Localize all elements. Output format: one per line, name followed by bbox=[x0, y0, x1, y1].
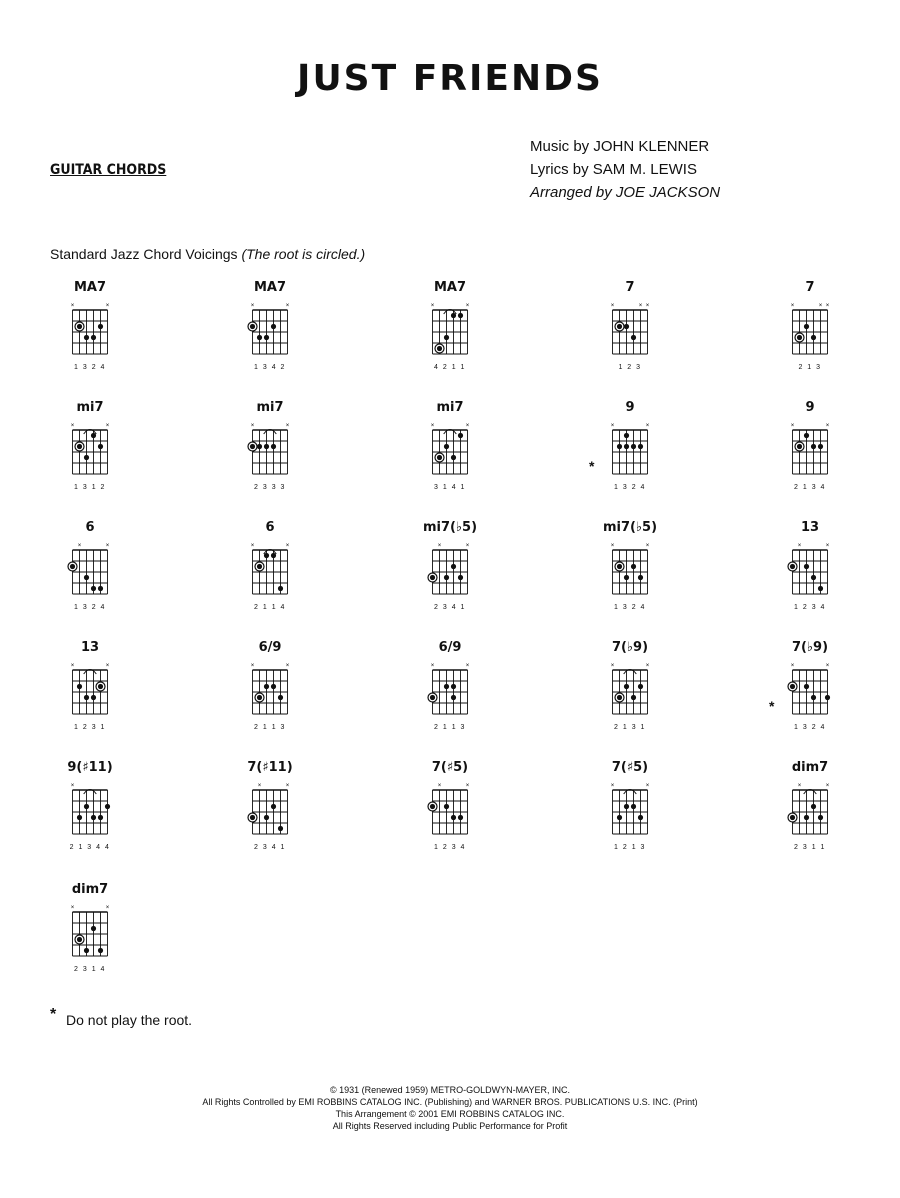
mute-mark: × bbox=[437, 543, 442, 549]
fretboard-grid bbox=[55, 418, 125, 484]
fretboard-grid bbox=[775, 298, 845, 364]
mute-mark: × bbox=[797, 543, 802, 549]
finger-dot bbox=[818, 444, 823, 449]
chord-fingering: 1 2 3 1 bbox=[74, 724, 106, 731]
chord-diagram bbox=[235, 280, 305, 384]
finger-dot bbox=[797, 335, 802, 340]
finger-dot bbox=[624, 804, 629, 809]
chord-name: 13 bbox=[800, 520, 820, 535]
finger-dot bbox=[624, 433, 629, 438]
finger-dot bbox=[811, 695, 816, 700]
finger-dot bbox=[617, 695, 622, 700]
finger-dot bbox=[84, 335, 89, 340]
finger-dot bbox=[77, 444, 82, 449]
chord-diagram bbox=[595, 520, 665, 624]
finger-dot bbox=[451, 455, 456, 460]
finger-dot bbox=[638, 444, 643, 449]
finger-dot bbox=[264, 815, 269, 820]
mute-mark: × bbox=[285, 303, 290, 309]
no-root-star: * bbox=[589, 458, 595, 474]
fretboard-grid bbox=[235, 298, 305, 364]
finger-dot bbox=[98, 815, 103, 820]
finger-dot bbox=[638, 575, 643, 580]
credits bbox=[530, 135, 720, 204]
mute-mark: × bbox=[430, 423, 435, 429]
mute-mark: × bbox=[285, 543, 290, 549]
finger-dot bbox=[91, 926, 96, 931]
chord-name: MA7 bbox=[433, 280, 467, 295]
chord-fingering: 1 2 3 4 bbox=[794, 604, 826, 611]
finger-dot bbox=[91, 335, 96, 340]
finger-dot bbox=[444, 335, 449, 340]
copyright-line: All Rights Controlled by EMI ROBBINS CATALOG INC. (Publishing) and WARNER BROS. PUBLICATIONS U.S. INC. (Print) bbox=[202, 1097, 698, 1107]
mute-mark: × bbox=[610, 783, 615, 789]
mute-mark: × bbox=[790, 303, 795, 309]
finger-dot bbox=[818, 586, 823, 591]
finger-dot bbox=[257, 564, 262, 569]
finger-dot bbox=[77, 937, 82, 942]
finger-dot bbox=[84, 948, 89, 953]
finger-dot bbox=[98, 586, 103, 591]
finger-dot bbox=[804, 684, 809, 689]
mute-mark: × bbox=[610, 423, 615, 429]
chord-diagram bbox=[235, 400, 305, 504]
chord-diagram bbox=[415, 760, 485, 864]
fretboard-grid bbox=[55, 900, 125, 966]
chord-fingering: 2 1 3 4 bbox=[794, 484, 826, 491]
chord-name: 7(♯5) bbox=[611, 760, 649, 775]
finger-dot bbox=[430, 804, 435, 809]
chord-name: mi7 bbox=[76, 400, 104, 415]
chord-name: 6 bbox=[265, 520, 275, 535]
chord-name: dim7 bbox=[71, 882, 109, 897]
chord-name: mi7 bbox=[436, 400, 464, 415]
chord-diagram bbox=[55, 760, 125, 864]
chord-fingering: 1 3 4 2 bbox=[254, 364, 286, 371]
finger-dot bbox=[84, 695, 89, 700]
finger-dot bbox=[451, 815, 456, 820]
mute-mark: × bbox=[610, 543, 615, 549]
finger-dot bbox=[458, 575, 463, 580]
chord-diagram bbox=[235, 640, 305, 744]
finger-dot bbox=[790, 684, 795, 689]
section-label: GUITAR CHORDS bbox=[50, 162, 167, 178]
chord-name: 7(♯11) bbox=[247, 760, 293, 775]
chord-diagram bbox=[415, 280, 485, 384]
mute-mark: × bbox=[105, 543, 110, 549]
finger-dot bbox=[264, 553, 269, 558]
finger-dot bbox=[804, 433, 809, 438]
voicings-subtitle bbox=[50, 246, 365, 262]
copyright-line: This Arrangement © 2001 EMI ROBBINS CATALOG INC. bbox=[335, 1109, 565, 1119]
chord-fingering: 1 3 2 4 bbox=[614, 604, 646, 611]
chord-name: 6 bbox=[85, 520, 95, 535]
finger-dot bbox=[257, 695, 262, 700]
chord-diagram bbox=[55, 400, 125, 504]
chord-name: mi7(♭5) bbox=[422, 520, 478, 535]
chord-fingering: 4 2 1 1 bbox=[434, 364, 466, 371]
finger-dot bbox=[790, 564, 795, 569]
finger-dot bbox=[458, 815, 463, 820]
chord-fingering: 2 1 3 1 bbox=[614, 724, 646, 731]
mute-mark: × bbox=[250, 663, 255, 669]
mute-mark: × bbox=[825, 663, 830, 669]
finger-dot bbox=[451, 684, 456, 689]
chord-name: 9 bbox=[805, 400, 815, 415]
finger-dot bbox=[451, 313, 456, 318]
mute-mark: × bbox=[285, 423, 290, 429]
finger-dot bbox=[271, 684, 276, 689]
chord-fingering: 1 2 3 bbox=[618, 364, 642, 371]
finger-dot bbox=[250, 444, 255, 449]
mute-mark: × bbox=[285, 663, 290, 669]
chord-name: 9 bbox=[625, 400, 635, 415]
fretboard-grid bbox=[55, 658, 125, 724]
finger-dot bbox=[77, 684, 82, 689]
chord-name: 7(♯5) bbox=[431, 760, 469, 775]
footnote-star: * bbox=[50, 1006, 57, 1023]
chord-fingering: 2 3 4 1 bbox=[434, 604, 466, 611]
fretboard-grid bbox=[595, 778, 665, 844]
mute-mark: × bbox=[645, 663, 650, 669]
finger-dot bbox=[638, 684, 643, 689]
arranger-credit: Arranged by JOE JACKSON bbox=[530, 184, 721, 201]
mute-mark: × bbox=[105, 905, 110, 911]
finger-dot bbox=[617, 564, 622, 569]
finger-dot bbox=[444, 684, 449, 689]
mute-mark: × bbox=[818, 303, 823, 309]
finger-dot bbox=[804, 324, 809, 329]
finger-dot bbox=[444, 444, 449, 449]
mute-mark: × bbox=[645, 423, 650, 429]
fretboard-grid bbox=[235, 418, 305, 484]
chord-fingering: 1 3 2 4 bbox=[74, 364, 106, 371]
finger-dot bbox=[617, 815, 622, 820]
chord-name: mi7 bbox=[256, 400, 284, 415]
chord-name: 6/9 bbox=[258, 640, 282, 655]
mute-mark: × bbox=[77, 543, 82, 549]
chord-name: MA7 bbox=[73, 280, 107, 295]
root-note: (The root is circled.) bbox=[241, 246, 366, 262]
finger-dot bbox=[257, 335, 262, 340]
finger-dot bbox=[91, 586, 96, 591]
chord-fingering: 1 3 2 4 bbox=[794, 724, 826, 731]
mute-mark: × bbox=[790, 423, 795, 429]
chord-fingering: 1 3 2 4 bbox=[614, 484, 646, 491]
chord-diagram bbox=[775, 400, 845, 504]
fretboard-grid bbox=[595, 298, 665, 364]
finger-dot bbox=[271, 324, 276, 329]
fretboard-grid bbox=[55, 298, 125, 364]
chord-fingering: 2 3 1 4 bbox=[74, 966, 106, 973]
finger-dot bbox=[84, 804, 89, 809]
mute-mark: × bbox=[465, 663, 470, 669]
chord-fingering: 2 1 3 bbox=[798, 364, 822, 371]
chord-diagram bbox=[775, 520, 845, 624]
fretboard-grid bbox=[235, 538, 305, 604]
finger-dot bbox=[84, 455, 89, 460]
finger-dot bbox=[451, 564, 456, 569]
mute-mark: × bbox=[825, 543, 830, 549]
finger-dot bbox=[84, 575, 89, 580]
chord-name: 7(♭9) bbox=[611, 640, 649, 655]
mute-mark: × bbox=[645, 783, 650, 789]
chord-fingering: 2 1 1 3 bbox=[254, 724, 286, 731]
mute-mark: × bbox=[825, 783, 830, 789]
chord-diagram bbox=[775, 280, 845, 384]
chord-diagram bbox=[55, 520, 125, 624]
finger-dot bbox=[264, 684, 269, 689]
fretboard-grid bbox=[775, 778, 845, 844]
mute-mark: × bbox=[610, 303, 615, 309]
chord-diagram bbox=[55, 280, 125, 384]
chord-name: 9(♯11) bbox=[67, 760, 113, 775]
finger-dot bbox=[264, 444, 269, 449]
chord-name: dim7 bbox=[791, 760, 829, 775]
footnote bbox=[50, 1006, 193, 1028]
finger-dot bbox=[91, 433, 96, 438]
finger-dot bbox=[624, 444, 629, 449]
lyrics-credit: Lyrics by SAM M. LEWIS bbox=[530, 161, 697, 178]
chord-fingering: 2 3 1 1 bbox=[794, 844, 826, 851]
finger-dot bbox=[105, 804, 110, 809]
mute-mark: × bbox=[70, 303, 75, 309]
chord-fingering: 1 3 1 2 bbox=[74, 484, 106, 491]
mute-mark: × bbox=[250, 543, 255, 549]
mute-mark: × bbox=[645, 303, 650, 309]
mute-mark: × bbox=[257, 783, 262, 789]
finger-dot bbox=[818, 815, 823, 820]
mute-mark: × bbox=[105, 423, 110, 429]
finger-dot bbox=[250, 815, 255, 820]
mute-mark: × bbox=[790, 663, 795, 669]
finger-dot bbox=[98, 684, 103, 689]
finger-dot bbox=[264, 335, 269, 340]
finger-dot bbox=[811, 335, 816, 340]
finger-dot bbox=[257, 444, 262, 449]
finger-dot bbox=[804, 564, 809, 569]
finger-dot bbox=[444, 575, 449, 580]
chord-fingering: 1 3 2 4 bbox=[74, 604, 106, 611]
mute-mark: × bbox=[437, 783, 442, 789]
chord-name: 13 bbox=[80, 640, 100, 655]
finger-dot bbox=[70, 564, 75, 569]
finger-dot bbox=[444, 804, 449, 809]
finger-dot bbox=[271, 804, 276, 809]
copyright-block bbox=[0, 1084, 900, 1132]
chord-diagram bbox=[235, 760, 305, 864]
finger-dot bbox=[631, 695, 636, 700]
finger-dot bbox=[278, 826, 283, 831]
finger-dot bbox=[430, 575, 435, 580]
finger-dot bbox=[617, 444, 622, 449]
mute-mark: × bbox=[465, 303, 470, 309]
chord-fingering: 2 1 1 3 bbox=[434, 724, 466, 731]
fretboard-grid bbox=[595, 418, 665, 484]
chord-name: 7(♭9) bbox=[791, 640, 829, 655]
chord-diagram bbox=[595, 760, 665, 864]
chord-fingering: 1 2 3 4 bbox=[434, 844, 466, 851]
fretboard-grid bbox=[235, 778, 305, 844]
finger-dot bbox=[811, 804, 816, 809]
chord-diagram bbox=[595, 280, 665, 384]
chord-diagram bbox=[55, 882, 125, 986]
finger-dot bbox=[98, 948, 103, 953]
finger-dot bbox=[451, 695, 456, 700]
chord-diagram bbox=[415, 640, 485, 744]
copyright-line: © 1931 (Renewed 1959) METRO-GOLDWYN-MAYER, INC. bbox=[329, 1085, 571, 1095]
chord-fingering: 3 1 4 1 bbox=[434, 484, 466, 491]
finger-dot bbox=[91, 695, 96, 700]
fretboard-grid bbox=[235, 658, 305, 724]
finger-dot bbox=[624, 575, 629, 580]
music-credit: Music by JOHN KLENNER bbox=[530, 138, 710, 155]
chord-diagram bbox=[235, 520, 305, 624]
mute-mark: × bbox=[465, 423, 470, 429]
song-title: JUST FRIENDS bbox=[297, 58, 603, 99]
mute-mark: × bbox=[430, 663, 435, 669]
chord-name: 7 bbox=[805, 280, 815, 295]
mute-mark: × bbox=[797, 783, 802, 789]
chord-diagram bbox=[415, 400, 485, 504]
chord-name: 7 bbox=[625, 280, 635, 295]
finger-dot bbox=[437, 346, 442, 351]
chord-diagram bbox=[589, 400, 665, 504]
mute-mark: × bbox=[825, 423, 830, 429]
chord-diagram bbox=[55, 640, 125, 744]
finger-dot bbox=[91, 815, 96, 820]
fretboard-grid bbox=[55, 538, 125, 604]
fretboard-grid bbox=[415, 418, 485, 484]
chord-fingering: 2 3 3 3 bbox=[254, 484, 286, 491]
finger-dot bbox=[278, 695, 283, 700]
chord-fingering: 1 2 1 3 bbox=[614, 844, 646, 851]
mute-mark: × bbox=[105, 303, 110, 309]
finger-dot bbox=[797, 444, 802, 449]
mute-mark: × bbox=[465, 543, 470, 549]
mute-mark: × bbox=[430, 303, 435, 309]
finger-dot bbox=[638, 815, 643, 820]
finger-dot bbox=[631, 564, 636, 569]
fretboard-grid bbox=[595, 658, 665, 724]
finger-dot bbox=[271, 553, 276, 558]
chord-name: mi7(♭5) bbox=[602, 520, 658, 535]
mute-mark: × bbox=[70, 905, 75, 911]
no-root-star: * bbox=[769, 698, 775, 714]
finger-dot bbox=[804, 815, 809, 820]
chord-fingering: 2 1 3 4 4 bbox=[69, 844, 111, 851]
fretboard-grid bbox=[415, 778, 485, 844]
fretboard-grid bbox=[775, 418, 845, 484]
finger-dot bbox=[624, 684, 629, 689]
mute-mark: × bbox=[70, 663, 75, 669]
finger-dot bbox=[458, 433, 463, 438]
mute-mark: × bbox=[105, 663, 110, 669]
finger-dot bbox=[271, 444, 276, 449]
finger-dot bbox=[430, 695, 435, 700]
finger-dot bbox=[98, 324, 103, 329]
copyright-line: All Rights Reserved including Public Performance for Profit bbox=[332, 1121, 568, 1131]
mute-mark: × bbox=[250, 303, 255, 309]
finger-dot bbox=[250, 324, 255, 329]
fretboard-grid bbox=[415, 298, 485, 364]
finger-dot bbox=[631, 444, 636, 449]
mute-mark: × bbox=[638, 303, 643, 309]
finger-dot bbox=[437, 455, 442, 460]
finger-dot bbox=[631, 335, 636, 340]
chord-diagram bbox=[775, 760, 845, 864]
finger-dot bbox=[631, 804, 636, 809]
mute-mark: × bbox=[250, 423, 255, 429]
finger-dot bbox=[811, 575, 816, 580]
mute-mark: × bbox=[825, 303, 830, 309]
finger-dot bbox=[617, 324, 622, 329]
finger-dot bbox=[77, 324, 82, 329]
fretboard-grid bbox=[415, 658, 485, 724]
mute-mark: × bbox=[285, 783, 290, 789]
finger-dot bbox=[790, 815, 795, 820]
chord-name: 6/9 bbox=[438, 640, 462, 655]
finger-dot bbox=[278, 586, 283, 591]
mute-mark: × bbox=[70, 423, 75, 429]
finger-dot bbox=[811, 444, 816, 449]
chord-fingering: 2 1 1 4 bbox=[254, 604, 286, 611]
mute-mark: × bbox=[465, 783, 470, 789]
chord-fingering: 2 3 4 1 bbox=[254, 844, 286, 851]
mute-mark: × bbox=[70, 783, 75, 789]
finger-dot bbox=[624, 324, 629, 329]
finger-dot bbox=[77, 815, 82, 820]
fretboard-grid bbox=[415, 538, 485, 604]
chord-diagram bbox=[415, 520, 485, 624]
chord-diagram bbox=[595, 640, 665, 744]
fretboard-grid bbox=[595, 538, 665, 604]
fretboard-grid bbox=[775, 658, 845, 724]
fretboard-grid bbox=[55, 778, 125, 844]
chord-name: MA7 bbox=[253, 280, 287, 295]
chord-diagram bbox=[769, 640, 845, 744]
mute-mark: × bbox=[645, 543, 650, 549]
fretboard-grid bbox=[775, 538, 845, 604]
finger-dot bbox=[458, 313, 463, 318]
mute-mark: × bbox=[610, 663, 615, 669]
finger-dot bbox=[825, 695, 830, 700]
footnote-text: Do not play the root. bbox=[66, 1012, 193, 1028]
finger-dot bbox=[98, 444, 103, 449]
voicings-title: Standard Jazz Chord Voicings bbox=[50, 246, 238, 262]
